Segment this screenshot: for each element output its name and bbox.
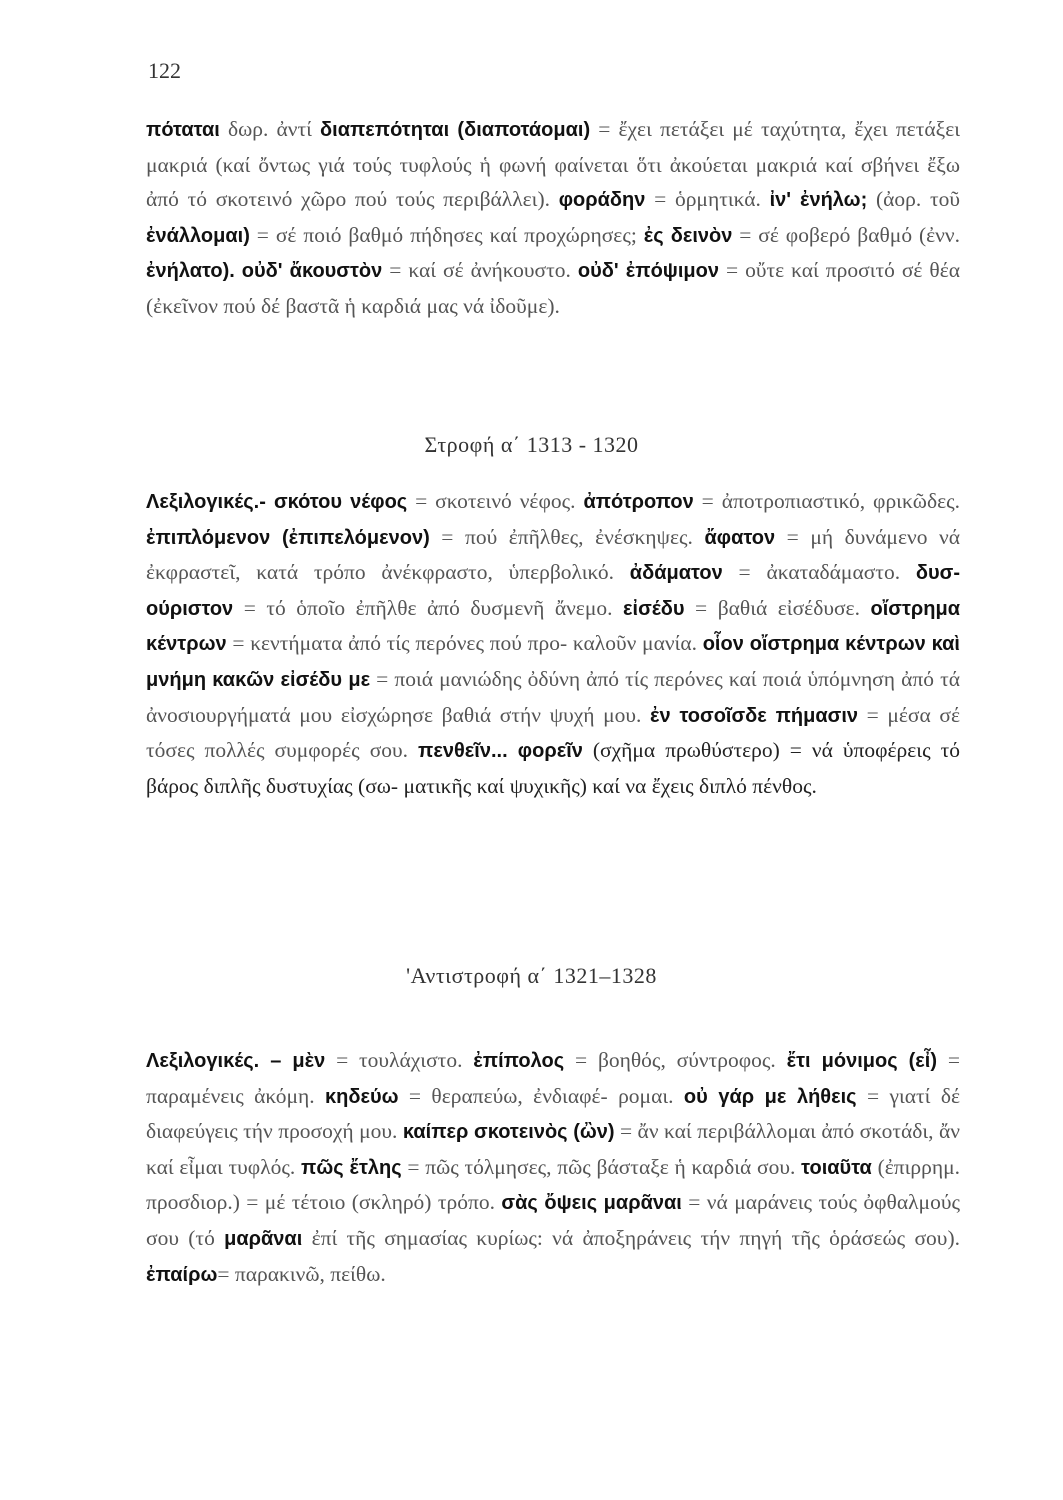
section-heading-antistrophe: 'Αντιστροφή α΄ 1321–1328 <box>406 963 657 988</box>
gloss-text: = ἄν καί περιβάλλομαι ἀπό σκοτάδι, ἄν καί εἶμαι τυφλός. <box>146 1119 960 1179</box>
page-number: 122 <box>148 58 181 83</box>
lemma-term: ἐπιπλόμενον (ἐπιπελόμενον) <box>146 526 430 549</box>
lemma-term: οὐδ' ἄκουστὸν <box>241 260 383 283</box>
gloss-text: = παραμένεις ἀκόμη. <box>146 1048 960 1108</box>
gloss-text: = ἀποτροπιαστικό, φρικῶδες. <box>693 489 960 513</box>
lemma-term: σὰς ὄψεις μαρᾶναι <box>501 1192 682 1215</box>
gloss-text <box>235 258 242 282</box>
gloss-text: = ἀκαταδάμαστο. <box>722 560 916 585</box>
lemma-term: δυσ- ούριστον <box>146 562 960 620</box>
gloss-text: (ἀορ. τοῦ <box>867 187 960 212</box>
lemma-term: ἐν τοσοῖσδε πήμασιν <box>650 704 858 727</box>
gloss-text: = βαθιά εἰσέδυσε. <box>684 595 871 620</box>
lemma-term: ἐπίπολος <box>473 1050 565 1072</box>
gloss-text: = οὔτε καί προσιτό σέ θέα (ἐκεῖνον πού δέ βαστᾶ ἡ καρδιά μας νά ἰδοῦμε). <box>146 258 961 318</box>
lemma-term: μαρᾶναι <box>224 1227 303 1250</box>
gloss-text: ἐπί τῆς σημασίας κυρίως: νά ἀποξηράνεις τήν πηγή τῆς ὁράσεώς σου). <box>302 1225 960 1250</box>
gloss-text: = καί σέ ἀνήκουστο. <box>382 258 578 283</box>
gloss-text: = μή δυνάμενο νά ἐκφραστεῖ, κατά τρόπο ἀνέκφραστο, ὑπερβολικό. <box>146 524 960 585</box>
lexical-notes-antistrophe <box>146 1043 960 1292</box>
gloss-text: = μέσα σέ τόσες πολλές συμφορές σου. <box>146 702 960 763</box>
lemma-term: οὐδ' ἐπόψιμον <box>577 260 720 283</box>
lemma-term: ἔτι μόνιμος (εἶ) <box>786 1050 938 1072</box>
lemma-term: πῶς ἔτλης <box>301 1156 402 1179</box>
lemma-term: οὐ γάρ με λήθεις <box>683 1085 857 1108</box>
gloss-text: = νά μαράνεις τούς ὀφθαλμούς σου (τό <box>146 1190 960 1250</box>
gloss-text: δωρ. ἀντί <box>219 117 321 141</box>
lexical-notes-strophe <box>146 484 960 803</box>
gloss-text: = ὁρμητικά. <box>645 187 770 212</box>
gloss-text: = ποιά μανιώδης ὀδύνη ἀπό τίς περόνες καί ποιά ὑπόμνηση ἀπό τά ἀνοσιουργήματά μου εἰσχώρησε βαθιά στήν ψυχή μου. <box>146 666 960 727</box>
lemma-term: οἴστρημα κέντρων <box>146 597 960 656</box>
gloss-text: = ἔχει πετάξει μέ ταχύτητα, ἔχει πετάξει μακριά (καί ὄντως γιά τούς τυφλούς ἡ φωνή φαίνεται ὅτι ἀκούεται μακριά καί σβήνει ἔξω ἀπό τό σκοτεινό χῶρο πού τούς περιβάλλει). <box>146 117 961 212</box>
gloss-text: (σχῆμα πρωθύστερο) = νά ὑποφέρεις τό βάρος διπλῆς δυστυχίας (σω- ματικῆς καί ψυχικῆς) καί να ἔχεις διπλό πένθος. <box>146 738 960 798</box>
gloss-text: = σκοτεινό νέφος. <box>407 489 584 513</box>
lemma-term: εἰσέδυ <box>623 597 685 620</box>
gloss-text: = πῶς τόλμησες, πῶς βάσταξε ἡ καρδιά σου. <box>401 1154 802 1179</box>
lemma-term: Λεξιλογικές. – μὲν <box>146 1050 326 1072</box>
gloss-text: = βοηθός, σύντροφος. <box>564 1048 787 1072</box>
lemma-term: πενθεῖν... φορεῖν <box>418 740 583 763</box>
lemma-term: ἰν' ἐνήλω; <box>769 189 868 212</box>
gloss-text: = θεραπεύω, ἐνδιαφέ- ρομαι. <box>398 1083 684 1108</box>
gloss-text: = παρακινῶ, πείθω. <box>217 1261 386 1286</box>
gloss-text: = κεντήματα ἀπό τίς περόνες πού προ- καλοῦν μανία. <box>226 631 703 656</box>
lemma-term: ἀπότροπον <box>583 491 694 513</box>
gloss-text: = σέ ποιό βαθμό πήδησες καί προχώρησες; <box>249 222 644 247</box>
gloss-text: (ἐπιρρημ. προσδιορ.) = μέ τέτοιο (σκληρό) τρόπο. <box>146 1154 961 1215</box>
lemma-term: φοράδην <box>558 189 646 212</box>
lemma-term: οἷον οἴστρημα κέντρων καὶ μνήμη κακῶν εἰσέδυ με <box>146 633 960 691</box>
lemma-term: ἐπαίρω <box>146 1263 218 1286</box>
gloss-text: = γιατί δέ διαφεύγεις τήν προσοχή μου. <box>146 1083 960 1144</box>
lemma-term: πόταται <box>146 119 220 141</box>
gloss-text: = τουλάχιστο. <box>325 1048 474 1072</box>
commentary-paragraph <box>146 112 960 324</box>
gloss-text: = τό ὁποῖο ἐπῆλθε ἀπό δυσμενῆ ἄνεμο. <box>233 595 624 620</box>
lemma-term: ἄφατον <box>704 526 776 549</box>
lemma-term: τοιαῦτα <box>801 1156 872 1179</box>
lemma-term: ἀδάματον <box>629 562 723 585</box>
lemma-term: Λεξιλογικές.- σκότου νέφος <box>146 491 408 513</box>
lemma-term: διαπεπότηται (διαποτάομαι) <box>320 119 591 141</box>
lemma-term: ἐνήλατο). <box>146 260 235 283</box>
gloss-text: = σέ φοβερό βαθμό (ἐνν. <box>732 222 960 247</box>
gloss-text: = πού ἐπῆλθες, ἐνέσκηψες. <box>429 524 705 549</box>
lemma-term: ἐνάλλομαι) <box>146 224 250 247</box>
lemma-term: καίπερ σκοτεινὸς (ὢν) <box>402 1121 615 1144</box>
lemma-term: ἐς δεινὸν <box>643 224 733 247</box>
lemma-term: κηδεύω <box>325 1085 399 1108</box>
section-heading-strophe: Στροφή α΄ 1313 - 1320 <box>424 432 639 457</box>
